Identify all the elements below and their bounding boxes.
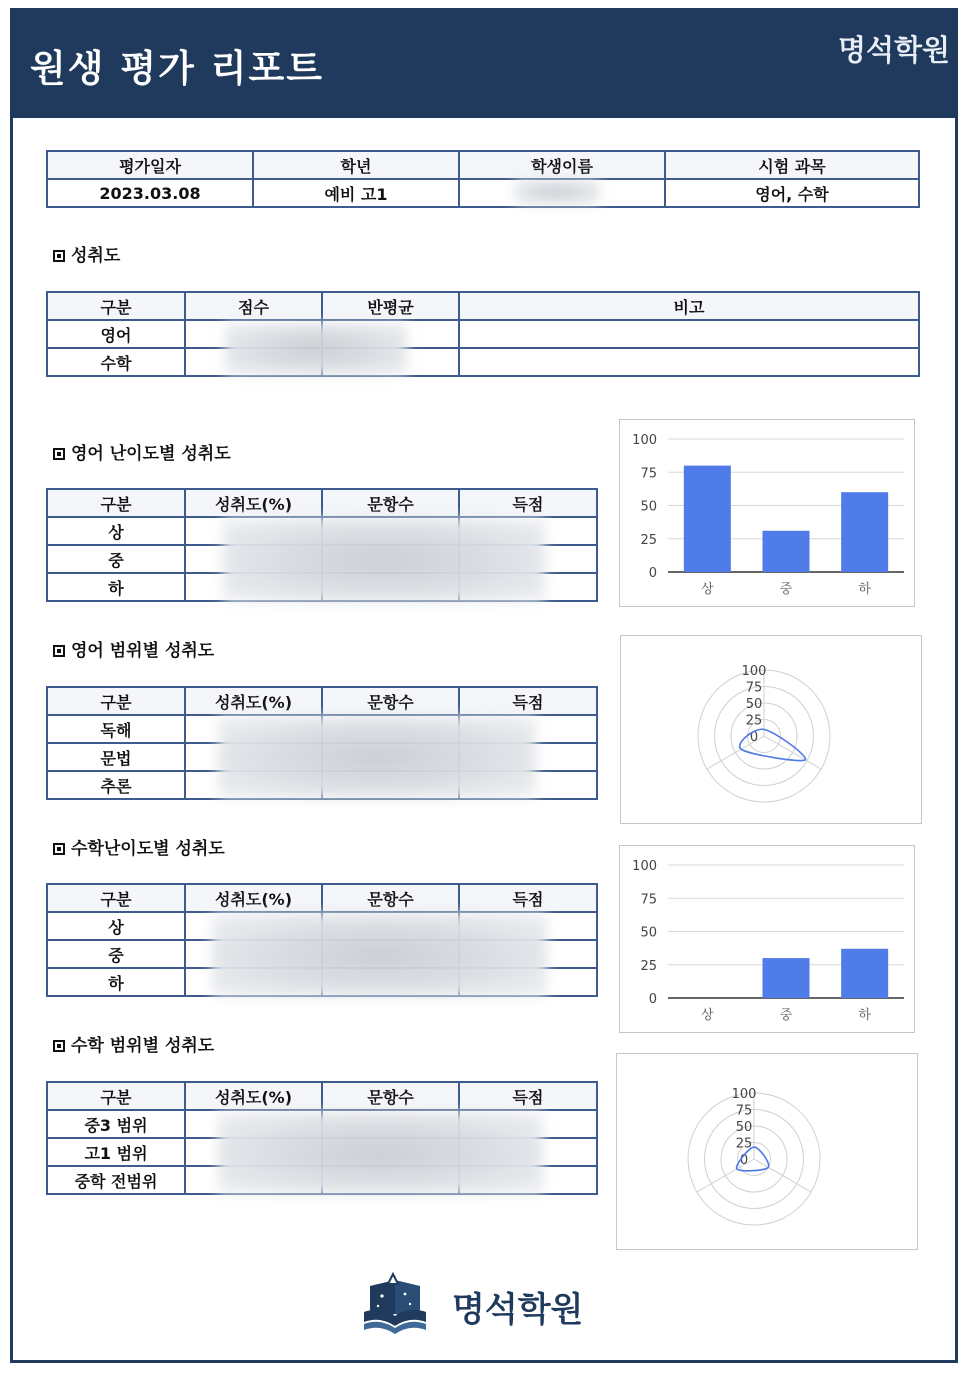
info-subject: 영어, 수학 — [665, 179, 919, 207]
math-diff-header-points: 득점 — [459, 884, 597, 912]
x-tick-label: 중 — [779, 582, 793, 597]
eng-range-row-inference: 추론 — [47, 771, 185, 799]
header-brand: 명석학원 — [837, 33, 950, 67]
info-header-subject: 시험 과목 — [665, 151, 919, 179]
eng-diff-header-type: 구분 — [47, 489, 185, 517]
section-achievement-label: 성취도 — [71, 246, 121, 266]
math-range-header-points: 득점 — [459, 1082, 597, 1110]
report-title: 원생 평가 리포트 — [30, 47, 324, 90]
info-table — [46, 150, 920, 208]
y-tick-label: 100 — [632, 433, 657, 448]
y-tick-label: 50 — [640, 499, 657, 515]
math-diff-header-rate: 성취도(%) — [185, 884, 322, 912]
eng-range-header-count: 문항수 — [322, 687, 459, 715]
math-range-row-h1: 고1 범위 — [47, 1138, 185, 1166]
ach-row-english: 영어 — [47, 320, 185, 348]
ach-header-note: 비고 — [459, 292, 919, 320]
radar-spoke — [754, 1159, 811, 1192]
ach-header-average: 반평균 — [322, 292, 459, 320]
eng-diff-row-high: 상 — [47, 517, 185, 545]
radar-tick-label: 0 — [749, 730, 759, 745]
achievement-table — [46, 291, 920, 377]
eng-range-row-reading: 독해 — [47, 715, 185, 743]
radar-spoke — [764, 736, 821, 769]
bar-하 — [841, 492, 888, 572]
math-diff-header-count: 문항수 — [322, 884, 459, 912]
x-tick-label: 상 — [701, 1008, 714, 1023]
section-eng-difficulty — [53, 439, 231, 464]
eng-range-row-grammar: 문법 — [47, 743, 185, 771]
bar-하 — [841, 949, 888, 998]
y-tick-label: 50 — [640, 925, 657, 941]
y-tick-label: 25 — [640, 532, 657, 548]
bar-중 — [763, 958, 810, 998]
ach-header-score: 점수 — [185, 292, 322, 320]
section-square-icon — [53, 448, 65, 460]
radar-tick-label: 25 — [735, 1136, 753, 1152]
x-tick-label: 하 — [858, 582, 871, 597]
info-header-name: 학생이름 — [459, 151, 665, 179]
ach-row-math: 수학 — [47, 348, 185, 376]
redacted-eng-range — [218, 716, 536, 798]
section-square-icon — [53, 250, 65, 262]
eng-range-header-type: 구분 — [47, 687, 185, 715]
y-tick-label: 75 — [640, 466, 657, 482]
math-range-row-middle-all: 중학 전범위 — [47, 1166, 185, 1194]
math-range-header-count: 문항수 — [322, 1082, 459, 1110]
eng-diff-header-count: 문항수 — [322, 489, 459, 517]
book-logo-icon — [360, 1270, 430, 1334]
redacted-student-name — [515, 180, 599, 204]
section-square-icon — [53, 843, 65, 855]
section-eng-difficulty-label: 영어 난이도별 성취도 — [71, 444, 231, 464]
radar-tick-label: 100 — [741, 664, 767, 679]
math-difficulty-bar-chart — [619, 845, 915, 1033]
section-math-range — [53, 1031, 214, 1056]
ach-header-type: 구분 — [47, 292, 185, 320]
redacted-scores — [225, 323, 407, 375]
x-tick-label: 하 — [858, 1008, 871, 1023]
section-achievement — [53, 241, 120, 266]
math-range-header-rate: 성취도(%) — [185, 1082, 322, 1110]
eng-range-radar-chart — [620, 635, 922, 824]
bar-중 — [763, 531, 810, 572]
info-header-grade: 학년 — [253, 151, 459, 179]
redacted-math-difficulty — [212, 913, 547, 997]
info-grade: 예비 고1 — [253, 179, 459, 207]
radar-tick-label: 25 — [745, 713, 763, 729]
section-math-range-label: 수학 범위별 성취도 — [71, 1036, 215, 1056]
radar-tick-label: 50 — [735, 1120, 753, 1135]
math-diff-row-low: 하 — [47, 968, 185, 996]
eng-range-header-rate: 성취도(%) — [185, 687, 322, 715]
eng-diff-row-low: 하 — [47, 573, 185, 601]
y-tick-label: 75 — [640, 892, 657, 908]
radar-tick-label: 75 — [745, 680, 763, 696]
info-header-date: 평가일자 — [47, 151, 253, 179]
section-math-difficulty — [53, 834, 225, 859]
math-diff-header-type: 구분 — [47, 884, 185, 912]
math-range-radar-chart — [616, 1053, 918, 1250]
eng-range-header-points: 득점 — [459, 687, 597, 715]
y-tick-label: 0 — [648, 566, 657, 581]
x-tick-label: 중 — [779, 1008, 793, 1023]
section-eng-range-label: 영어 범위별 성취도 — [71, 641, 215, 661]
section-square-icon — [53, 645, 65, 657]
info-date: 2023.03.08 — [47, 179, 253, 207]
footer-logo — [360, 1270, 430, 1338]
radar-tick-label: 75 — [735, 1103, 753, 1119]
section-square-icon — [53, 1040, 65, 1052]
math-diff-row-mid: 중 — [47, 940, 185, 968]
y-tick-label: 25 — [640, 958, 657, 974]
eng-diff-header-points: 득점 — [459, 489, 597, 517]
eng-diff-row-mid: 중 — [47, 545, 185, 573]
math-range-header-type: 구분 — [47, 1082, 185, 1110]
footer-brand: 명석학원 — [452, 1290, 584, 1330]
redacted-math-range — [218, 1112, 543, 1194]
redacted-eng-difficulty — [223, 518, 545, 602]
radar-tick-label: 50 — [745, 697, 763, 712]
y-tick-label: 100 — [632, 859, 657, 874]
eng-diff-header-rate: 성취도(%) — [185, 489, 322, 517]
eng-difficulty-bar-chart — [619, 419, 915, 607]
y-tick-label: 0 — [648, 992, 657, 1007]
section-math-difficulty-label: 수학난이도별 성취도 — [71, 839, 225, 859]
radar-tick-label: 0 — [739, 1153, 749, 1168]
math-range-row-m3: 중3 범위 — [47, 1110, 185, 1138]
bar-상 — [684, 466, 731, 572]
radar-tick-label: 100 — [731, 1087, 757, 1102]
x-tick-label: 상 — [701, 582, 714, 597]
math-diff-row-high: 상 — [47, 912, 185, 940]
section-eng-range — [53, 636, 214, 661]
